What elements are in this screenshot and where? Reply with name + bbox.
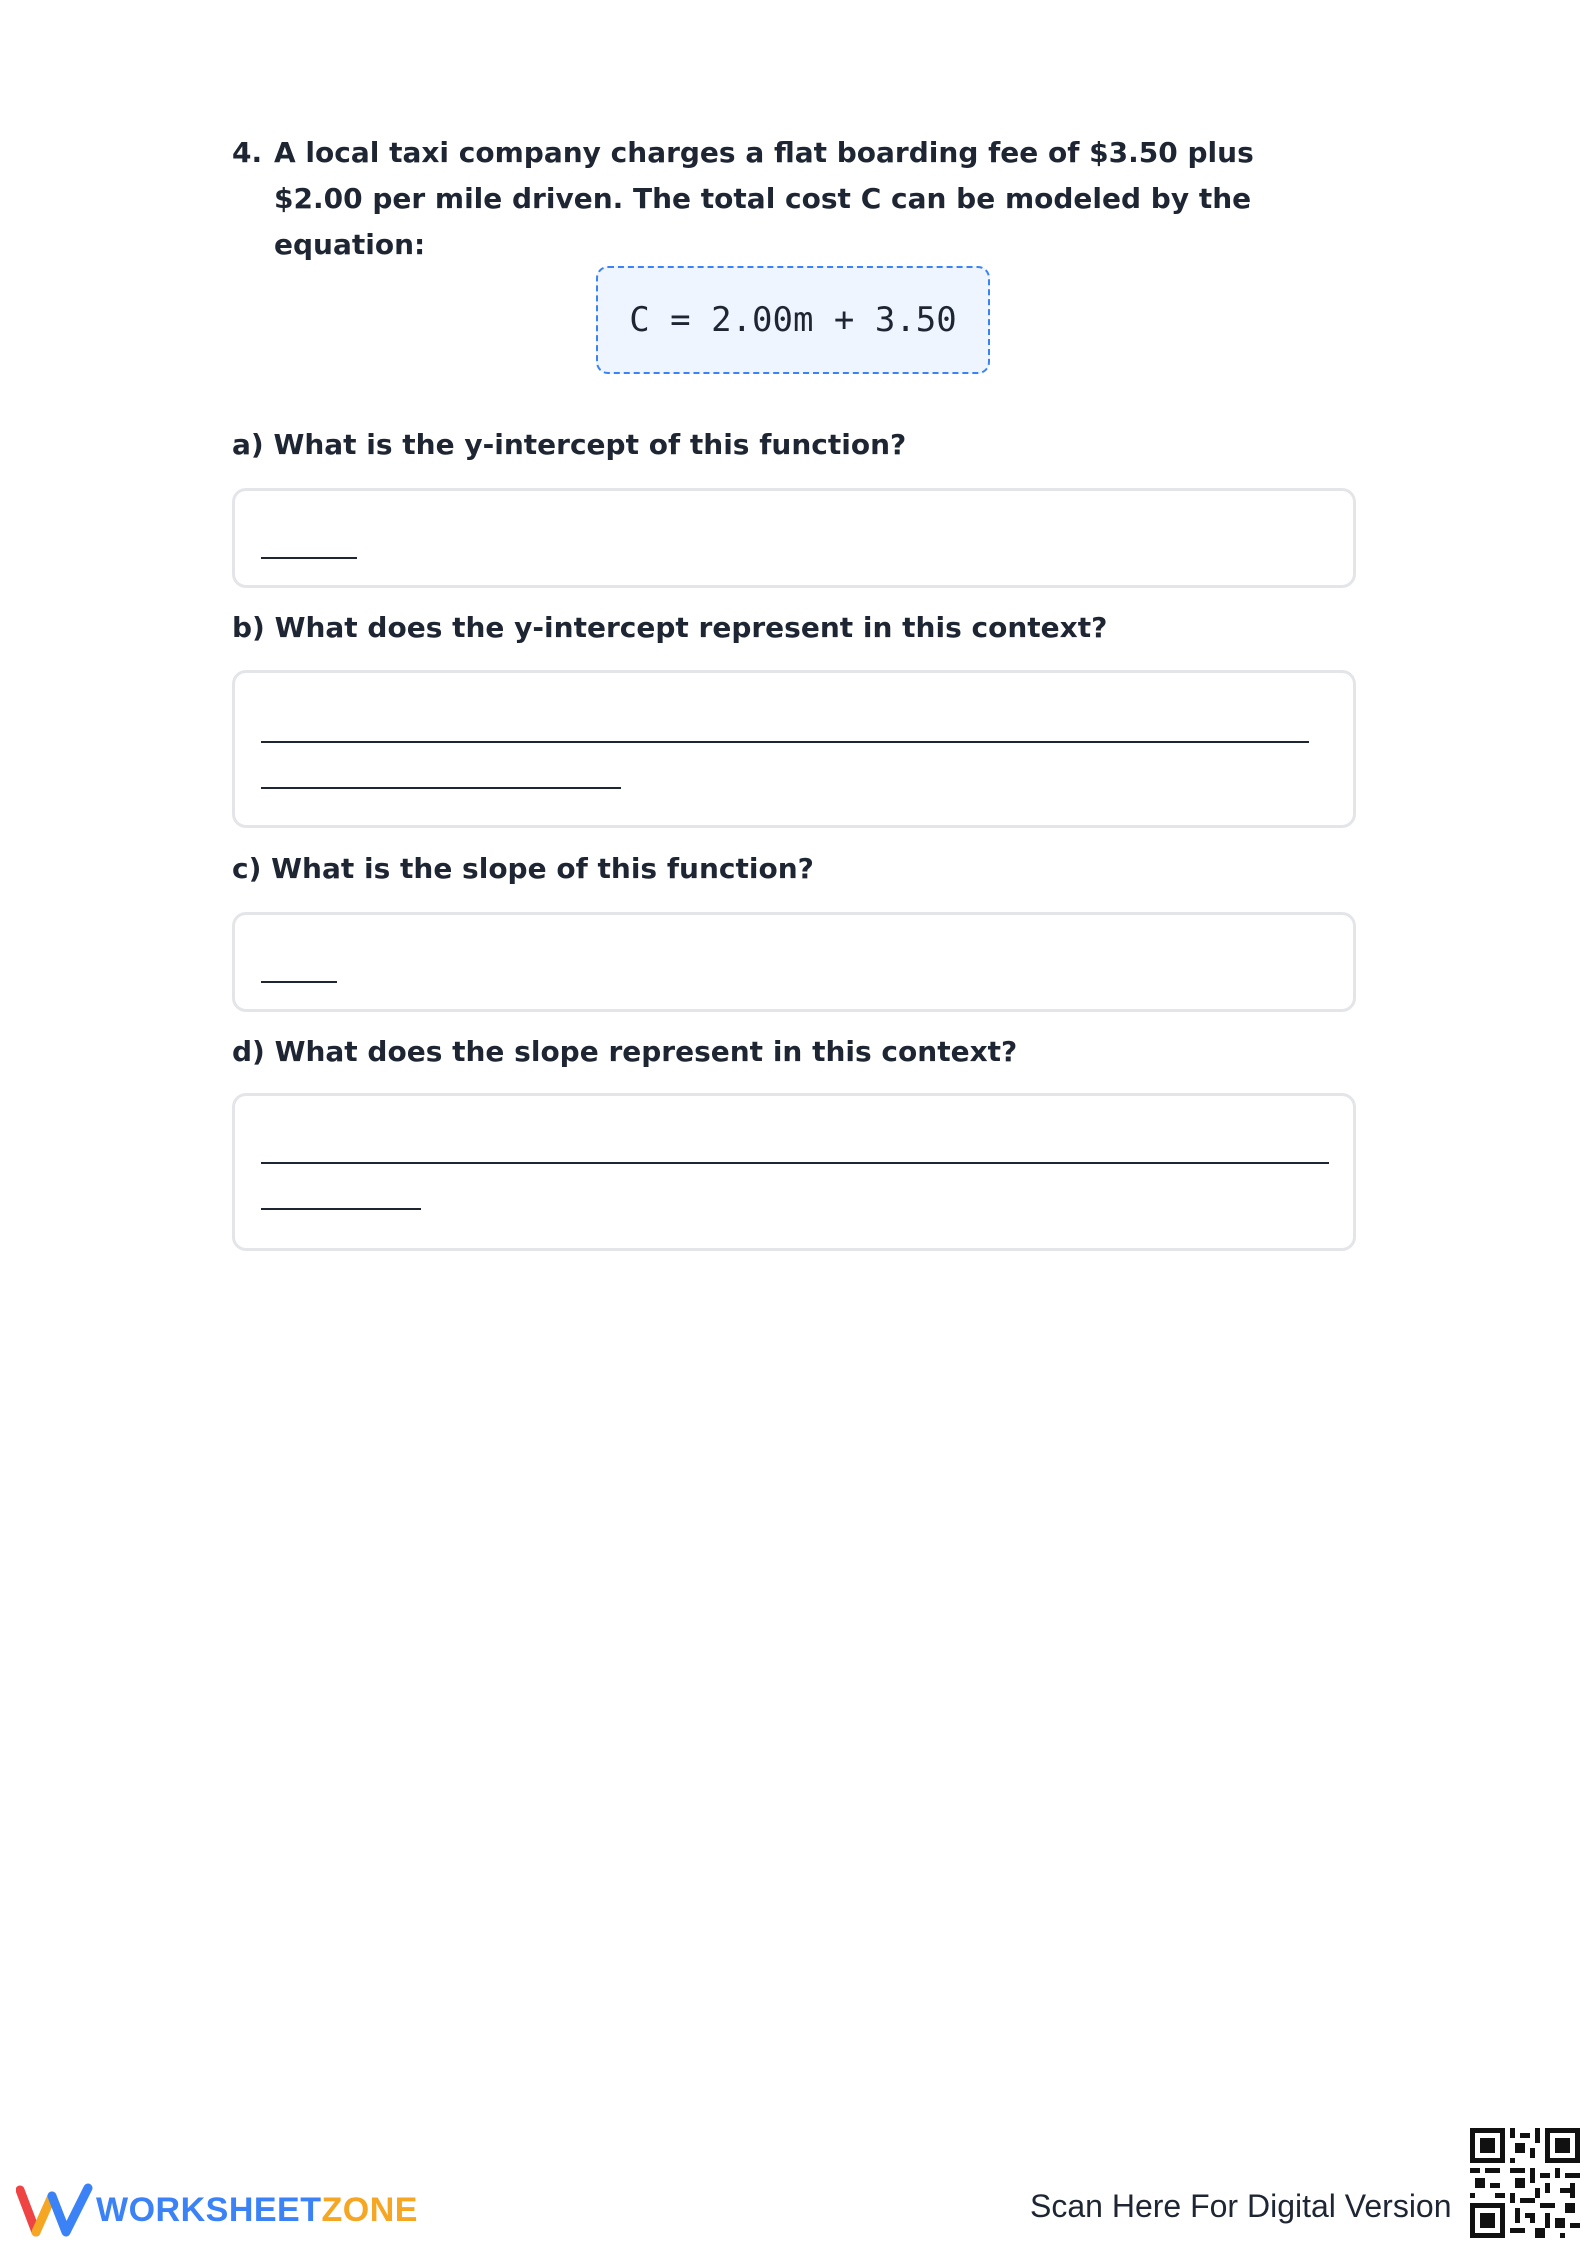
part-d-answer-box[interactable]: [232, 1093, 1356, 1251]
answer-line: [261, 981, 337, 983]
logo-w-icon: [16, 2182, 96, 2238]
scan-text: Scan Here For Digital Version: [1030, 2188, 1452, 2224]
worksheetzone-logo: [16, 2180, 418, 2240]
equation-box: C = 2.00m + 3.50: [596, 266, 990, 374]
logo-text: WORKSHEETZONE: [96, 2190, 418, 2229]
part-b-answer-box[interactable]: [232, 670, 1356, 828]
question-number: 4.: [232, 136, 263, 169]
answer-line: [261, 787, 621, 789]
part-c-answer-box[interactable]: [232, 912, 1356, 1012]
question-text: A local taxi company charges a flat boarding fee of $3.50 plus $2.00 per mile driven. The total cost C can be modeled by the equation:: [274, 136, 1254, 261]
part-a-answer-box[interactable]: [232, 488, 1356, 588]
part-b-label: b) What does the y-intercept represent in this context?: [232, 611, 1108, 644]
answer-line: [261, 741, 1309, 743]
qr-code-icon[interactable]: [1470, 2128, 1580, 2238]
part-a-label: a) What is the y-intercept of this function?: [232, 428, 907, 461]
answer-line: [261, 1162, 1329, 1164]
part-c-label: c) What is the slope of this function?: [232, 852, 814, 885]
variable-c: C: [860, 182, 882, 215]
answer-line: [261, 557, 357, 559]
question-4: [232, 130, 1332, 268]
part-d-label: d) What does the slope represent in this context?: [232, 1035, 1018, 1068]
answer-line: [261, 1208, 421, 1210]
